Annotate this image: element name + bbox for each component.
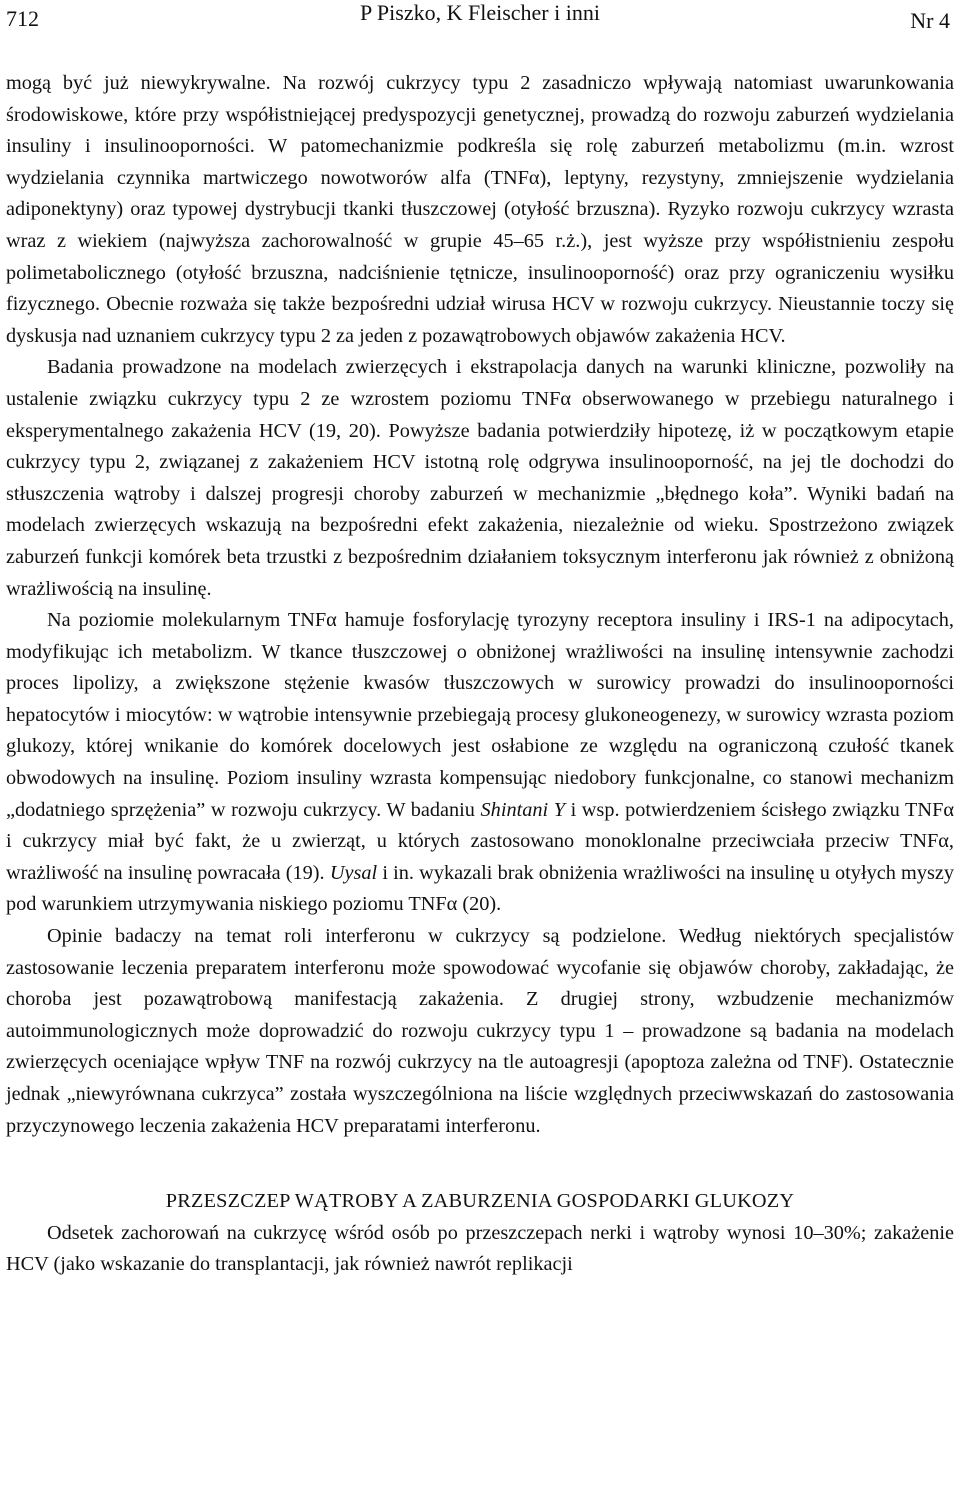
body-text [6,68,954,1281]
paragraph-5 [6,1218,954,1281]
paragraph-text: i in. wykazali brak obniżenia wrażliwości na insulinę u otyłych myszy pod warunkiem utrzymywania niskiego poziomu TNFα (20). [6,861,955,916]
paragraph-text: i wsp. potwierdzeniem ścisłego związku TNFα i cukrzycy miał być fakt, że u zwierząt, u których zastosowano monoklonalne przeciwciała przeciw TNFα, wrażliwość na insulinę powracała (19). [6,798,954,884]
author-name-italic: Shintani Y [480,798,565,821]
author-name-italic: Uysal [329,861,378,884]
paragraph-2 [6,352,954,605]
paragraph-text: Opinie badaczy na temat roli interferonu w cukrzycy są podzielone. Według niektórych specjalistów zastosowanie leczenia preparatem interferonu może spowodować wycofanie się objawów choroby, zakładając, że choroba jest pozawątrobową manifestacją zakażenia. Z drugiej strony, wzbudzenie mechanizmów autoimmunologicznych może doprowadzić do rozwoju cukrzycy typu 1 – prowadzone są badania na modelach zwierzęcych oceniające wpływ TNF na rozwój cukrzycy na tle autoagresji (apoptoza zależna od TNF). Ostatecznie jednak „niewyrównana cukrzyca” została wyszczególniona na liście względnych przeciwwskazań do zastosowania przyczynowego leczenia zakażenia HCV preparatami interferonu. [6,925,954,1137]
paragraph-3 [6,605,954,921]
section-heading: PRZESZCZEP WĄTROBY A ZABURZENIA GOSPODARKI GLUKOZY [165,1190,795,1213]
page-number: 712 [6,6,39,31]
paragraph-1 [6,68,954,352]
running-head-authors: P Piszko, K Fleischer i inni [360,0,600,25]
paragraph-text: Badania prowadzone na modelach zwierzęcych i ekstrapolacja danych na warunki kliniczne, pozwoliły na ustalenie związku cukrzycy typu 2 ze wzrostem poziomu TNFα obserwowanego w przebiegu naturalnego i eksperymentalnego zakażenia HCV (19, 20). Powyższe badania potwierdziły hipotezę, iż w początkowym etapie cukrzycy typu 2, związanej z zakażeniem HCV istotną rolę odgrywa insulinooporność, na jej tle dochodzi do stłuszczenia wątroby i dalszej progresji choroby zaburzeń w mechanizmie „błędnego koła”. Wyniki badań na modelach zwierzęcych wskazują na bezpośredni efekt zakażenia, niezależnie od wieku. Spostrzeżono związek zaburzeń funkcji komórek beta trzustki z bezpośrednim działaniem toksycznym interferonu jak również z obniżoną wrażliwością na insulinę. [6,356,954,600]
paragraph-text: Odsetek zachorowań na cukrzycę wśród osób po przeszczepach nerki i wątroby wynosi 10–30%; zakażenie HCV (jako wskazanie do transplantacji, jak również nawrót replikacji [6,1221,954,1276]
issue-number: Nr 4 [910,8,950,33]
paragraph-text: Na poziomie molekularnym TNFα hamuje fosforylację tyrozyny receptora insuliny i IRS-1 na adipocytach, modyfikując ich metabolizm. W tkance tłuszczowej o obniżonej wrażliwości na insulinę intensywnie zachodzi proces lipolizy, a zwiększone stężenie kwasów tłuszczowych w surowicy prowadzi do insulinooporności hepatocytów i miocytów: w wątrobie intensywnie przebiegają procesy glukoneogenezy, w surowicy wzrasta poziom glukozy, której wnikanie do komórek docelowych jest osłabione ze względu na ograniczoną czułość tkanek obwodowych na insulinę. Poziom insuliny wzrasta kompensując niedobory funkcjonalne, co stanowi mechanizm „dodatniego sprzężenia” w rozwoju cukrzycy. W badaniu [6,609,954,821]
page-header [6,0,954,40]
paragraph-4 [6,921,954,1142]
paragraph-text: mogą być już niewykrywalne. Na rozwój cukrzycy typu 2 zasadniczo wpływają natomiast uwarunkowania środowiskowe, które przy współistniejącej predyspozycji genetycznej, prowadzą do rozwoju zaburzeń wydzielania insuliny i insulinooporności. W patomechanizmie podkreśla się rolę zaburzeń metabolizmu (m.in. wzrost wydzielania czynnika martwiczego nowotworów alfa (TNFα), leptyny, rezystyny, zmniejszenie wydzielania adiponektyny) oraz typowej dystrybucji tkanki tłuszczowej (otyłość brzuszna). Ryzyko rozwoju cukrzycy wzrasta wraz z wiekiem (najwyższa zachorowalność w grupie 45–65 r.ż.), jest wyższe przy współistnieniu zespołu polimetabolicznego (otyłość brzuszna, nadciśnienie tętnicze, insulinooporność) oraz przy ograniczeniu wysiłku fizycznego. Obecnie rozważa się także bezpośredni udział wirusa HCV w rozwoju cukrzycy. Nieustannie toczy się dyskusja nad uznaniem cukrzycy typu 2 za jeden z pozawątrobowych objawów zakażenia HCV. [6,72,954,347]
